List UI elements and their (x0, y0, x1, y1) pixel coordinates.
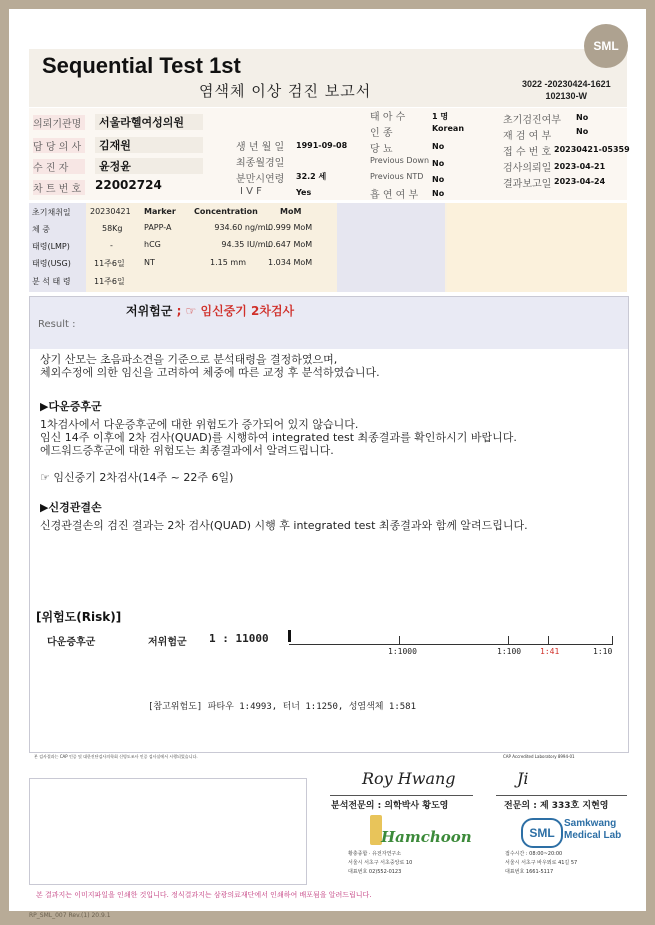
measure-side-panel-2 (447, 203, 627, 292)
scale-tick (612, 636, 613, 645)
marker-cell: PAPP-A (144, 223, 172, 232)
first-exam-label: 초기검진여부 (503, 115, 561, 126)
age-label: 분만시연령 (236, 174, 285, 185)
risk-ratio: 1 : 11000 (209, 632, 269, 645)
ga-usg-value: 11주6일 (94, 259, 125, 268)
scale-label: 1:100 (497, 647, 522, 656)
report-subtitle: 염색체 이상 검진 보고서 (199, 82, 372, 100)
request-date-value: 2023-04-21 (554, 162, 606, 171)
age-value: 32.2 세 (296, 172, 327, 181)
smoke-label: 흡 연 여 부 (370, 190, 419, 201)
measure-side-panel (337, 203, 445, 292)
hospital-label: 의뢰기관명 (33, 115, 85, 130)
concentration-cell: 1.15 mm (210, 258, 246, 267)
signature-line (330, 795, 473, 796)
sml-address: 접수시간 : 08:00~20:00 서울시 서초구 바우뫼로 41길 57 대표번호 1661-5117 (505, 851, 578, 875)
mom-cell: 1.034 MoM (268, 258, 313, 267)
document-number: 3022 -20230424-1621 102130-W (522, 79, 611, 101)
patient-name-label: 수 진 자 (33, 159, 85, 174)
ntd-heading: ▶신경관결손 (40, 501, 102, 514)
collect-label: 초기채취일 (32, 208, 71, 217)
risk-title: [위험도(Risk)] (36, 610, 122, 624)
prev-down-label: Previous Down (370, 156, 430, 165)
ivf-value: Yes (296, 188, 312, 197)
mom-cell: 0.647 MoM (268, 240, 313, 249)
request-date-label: 검사의뢰일 (503, 163, 552, 174)
doctor-value: 김재원 (95, 137, 203, 153)
specialist-label: 전문의 : 제 333호 지현영 (504, 801, 609, 811)
result-label: Result : (38, 319, 76, 330)
scale-label: 1:1000 (388, 647, 417, 656)
prev-ntd-label: Previous NTD (370, 172, 424, 181)
hamchoon-address: 황충종합 · 유전자연구소 서울시 서초구 서초중앙로 10 대표번호 02)552-0123 (348, 851, 413, 875)
retest-label: 재 검 여 부 (503, 131, 552, 142)
ga-lmp-label: 태령(LMP) (32, 242, 70, 251)
ga-analysis-label: 분 석 태 령 (32, 277, 71, 286)
scale-label: 1:41 (540, 647, 560, 656)
dm-value: No (432, 142, 445, 151)
scale-tick (399, 636, 400, 645)
down-syndrome-text: 1차검사에서 다운증후군에 대한 위험도가 증가되어 있지 않습니다. 임신 14주 이후에 2차 검사(QUAD)를 시행하여 integrated test 최종결과를 확인하시기 바랍니다. 에드워드증후군에 대한 위험도는 최종결과에서 알려드립니다. (40, 418, 517, 457)
fetus-value: 1 명 (432, 112, 449, 121)
ga-analysis-value: 11주6일 (94, 277, 125, 286)
weight-label: 체 중 (32, 225, 50, 234)
prev-down-value: No (432, 159, 445, 168)
weight-value: 58Kg (102, 224, 123, 233)
receipt-value: 20230421-05359 (554, 145, 630, 154)
birth-value: 1991-09-08 (296, 141, 348, 150)
fetus-label: 태 아 수 (370, 112, 406, 123)
dm-label: 당 뇨 (370, 144, 393, 155)
retest-value: No (576, 127, 589, 136)
ntd-text: 신경관결손의 검진 결과는 2차 검사(QUAD) 시행 후 integrated test 최종결과와 함께 알려드립니다. (40, 519, 528, 532)
hamchoon-logo: Hamchoon (381, 828, 472, 846)
collect-value: 20230421 (90, 207, 131, 216)
hospital-value: 서울라헬여성의원 (95, 114, 203, 130)
cap-note: 본 검사결과는 CAP 인증 및 대한진단검사의학회 신빙도조사 인증 검사실에서 시행되었습니다. (34, 754, 198, 759)
risk-level: 저위험군 (148, 637, 187, 648)
report-date-label: 결과보고일 (503, 179, 552, 190)
sml-footer-logo-icon: SML (521, 818, 563, 848)
concentration-cell: 934.60 ng/mL (214, 223, 270, 232)
col-concentration: Concentration (194, 207, 258, 216)
form-code: RP_SML_007 Rev.(1) 20.9.1 (29, 912, 111, 919)
print-notice: 본 결과지는 이미지파일을 인쇄한 것입니다. 정식결과지는 삼광의료재단에서 인쇄하여 배포됨을 알려드립니다. (36, 891, 372, 899)
prev-ntd-value: No (432, 175, 445, 184)
race-value: Korean (432, 124, 465, 133)
followup-note: ☞ 임신중기 2차검사(14주 ~ 22주 6일) (40, 471, 234, 484)
risk-disease: 다운증후군 (47, 637, 96, 648)
sml-logo-icon: SML (584, 24, 628, 68)
marker-cell: hCG (144, 240, 161, 249)
risk-marker (288, 630, 291, 642)
ga-usg-label: 태령(USG) (32, 259, 71, 268)
analyst-label: 분석전문의 : 의학박사 황도영 (331, 801, 449, 811)
col-marker: Marker (144, 207, 176, 216)
comment-box (29, 778, 307, 885)
scale-label: 1:10 (593, 647, 613, 656)
smoke-value: No (432, 189, 445, 198)
chart-label: 차 트 번 호 (33, 180, 85, 195)
risk-scale-axis (289, 644, 613, 645)
signature-2: Ji (517, 769, 529, 788)
sml-name: Samkwang Medical Lab (564, 818, 622, 841)
ga-lmp-value: - (110, 241, 113, 250)
result-followup: ; ☞ 임신중기 2차검사 (176, 304, 295, 318)
report-title: Sequential Test 1st (42, 53, 241, 78)
first-exam-value: No (576, 113, 589, 122)
scale-tick (508, 636, 509, 645)
chart-value: 22002724 (95, 178, 162, 192)
report-date-value: 2023-04-24 (554, 177, 606, 186)
concentration-cell: 94.35 IU/mL (221, 240, 270, 249)
result-paragraph: 상기 산모는 초음파소견을 기준으로 분석태령을 결정하였으며, 체외수정에 의한 임신을 고려하여 체중에 따른 교정 후 분석하였습니다. (40, 353, 380, 379)
birth-label: 생 년 월 일 (236, 142, 285, 153)
receipt-label: 접 수 번 호 (503, 147, 552, 158)
reference-risk: [참고위험도] 파타우 1:4993, 터너 1:1250, 성염색체 1:581 (148, 702, 417, 712)
patient-name-value: 윤정윤 (95, 158, 203, 174)
result-headline (126, 302, 294, 319)
col-mom: MoM (280, 207, 302, 216)
mom-cell: 0.999 MoM (268, 223, 313, 232)
marker-cell: NT (144, 258, 155, 267)
down-syndrome-heading: ▶다운증후군 (40, 400, 102, 413)
ivf-label: I V F (240, 186, 262, 197)
lmp-label: 최종월경일 (236, 158, 285, 169)
signature-1: Roy Hwang (362, 769, 456, 788)
doctor-label: 담 당 의 사 (33, 138, 85, 153)
scale-tick (548, 636, 549, 645)
race-label: 인 종 (370, 128, 393, 139)
result-risk-level: 저위험군 (126, 304, 173, 318)
signature-line (496, 795, 627, 796)
cap-number: CAP Accredited Laboratory 8994-01 (503, 754, 575, 759)
result-header (30, 297, 628, 349)
